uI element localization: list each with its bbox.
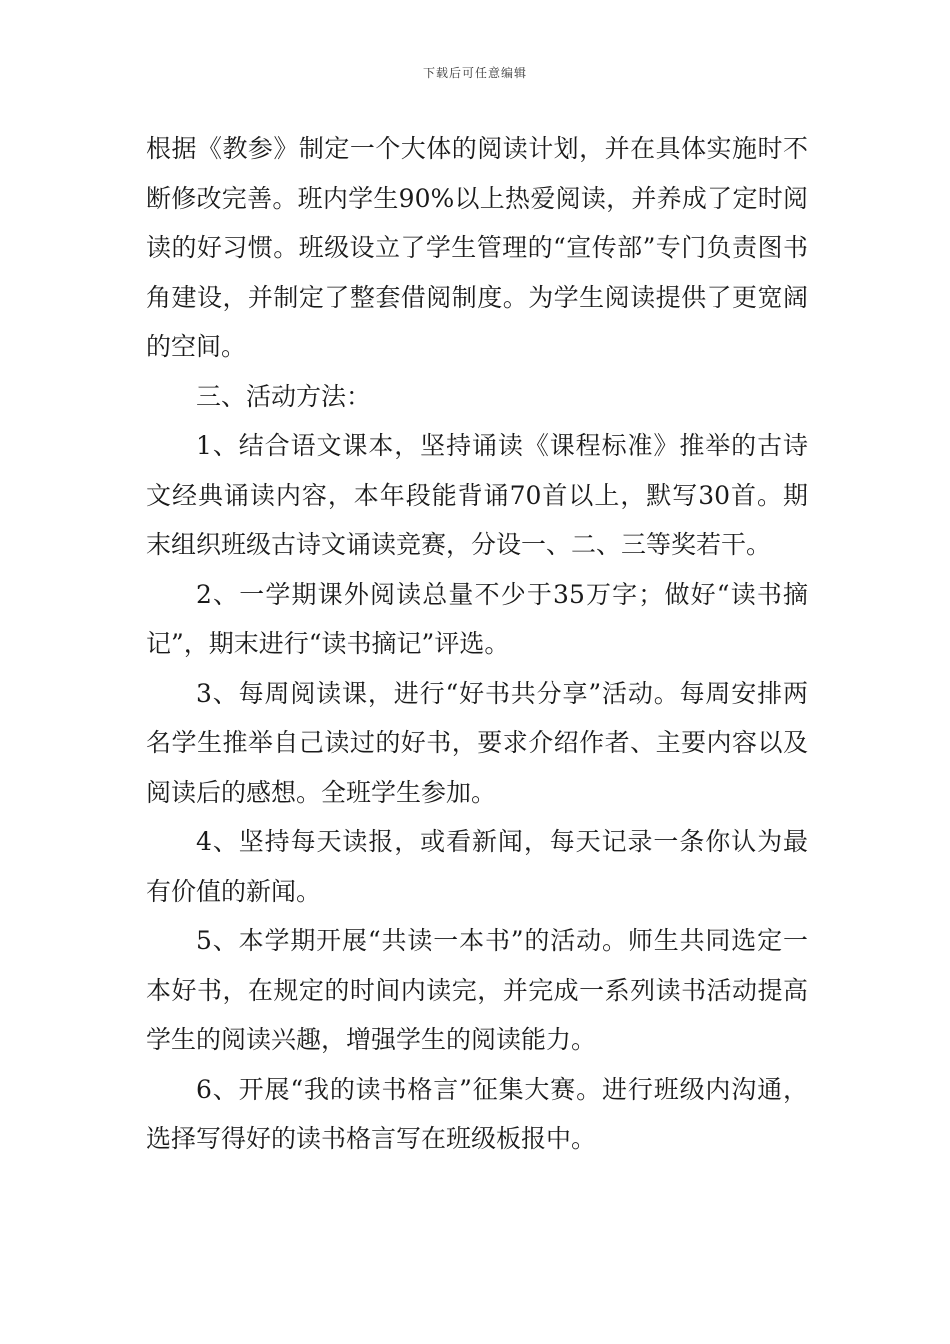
paragraph-item-1: 1、结合语文课本，坚持诵读《课程标准》推举的古诗文经典诵读内容，本年段能背诵70首以上，默写30首。期末组织班级古诗文诵读竞赛，分设一、二、三等奖若干。 (146, 431, 808, 559)
paragraph-item-4: 4、坚持每天读报，或看新闻，每天记录一条你认为最有价值的新闻。 (146, 827, 808, 906)
page-header-note: 下载后可任意编辑 (422, 66, 527, 80)
paragraph-item-3: 3、每周阅读课，进行“好书共分享”活动。每周安排两名学生推举自己读过的好书，要求介绍作者、主要内容以及阅读后的感想。全班学生参加。 (146, 678, 808, 807)
document-body (146, 124, 808, 1164)
paragraph-intro: 根据《教参》制定一个大体的阅读计划，并在具体实施时不断修改完善。班内学生90%以上热爱阅读，并养成了定时阅读的好习惯。班级设立了学生管理的“宣传部”专门负责图书角建设，并制定了整套借阅制度。为学生阅读提供了更宽阔的空间。 (146, 134, 808, 361)
paragraph-item-2: 2、一学期课外阅读总量不少于35万字；做好“读书摘记”，期末进行“读书摘记”评选。 (146, 579, 808, 658)
paragraph-item-5: 5、本学期开展“共读一本书”的活动。师生共同选定一本好书，在规定的时间内读完，并完成一系列读书活动提高学生的阅读兴趣，增强学生的阅读能力。 (146, 926, 808, 1054)
paragraph-item-6: 6、开展“我的读书格言”征集大赛。进行班级内沟通，选择写得好的读书格言写在班级板报中。 (146, 1074, 808, 1153)
section-heading-activity-methods: 三、活动方法： (196, 381, 372, 411)
